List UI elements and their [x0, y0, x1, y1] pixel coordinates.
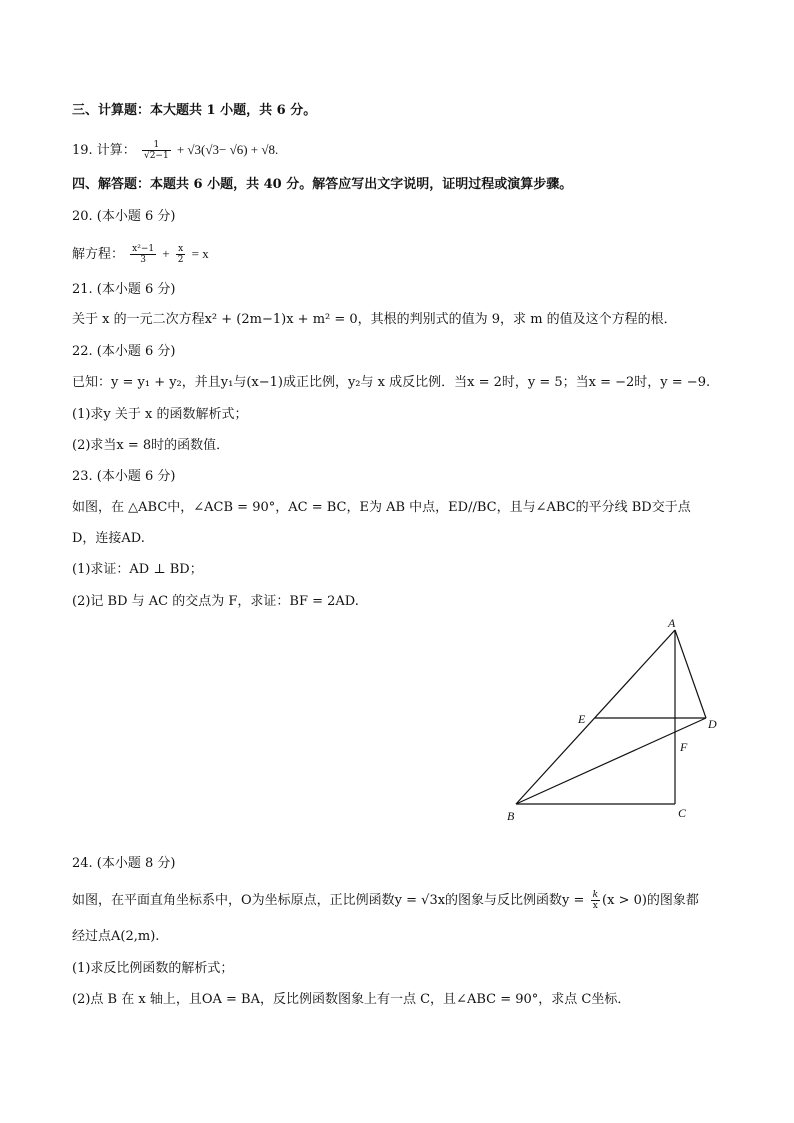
q20-f1-num: x²−1 [132, 244, 155, 254]
q23-text-1: 如图，在 △ABC中，∠ACB = 90°，AC = BC，E为 AB 中点，ED//BC，且与∠ABC的平分线 BD交于点 [72, 500, 691, 515]
q23-part-1: (1)求证：AD ⊥ BD； [72, 562, 203, 577]
q24-text-2: 经过点A(2,m). [72, 929, 160, 944]
q20-fraction-1 [130, 244, 156, 265]
label-A: A [668, 616, 676, 630]
q24-k-fraction [591, 890, 600, 911]
q24-text-1a: 如图，在平面直角坐标系中，O为坐标原点，正比例函数y = √3x的图象与反比例函数y = [72, 893, 585, 908]
q20-f2-den: 2 [177, 255, 184, 265]
q22-text: 已知：y = y₁ + y₂，并且y₁与(x−1)成正比例，y₂与 x 成反比例．当x = 2时，y = 5；当x = −2时，y = −9. [72, 375, 711, 390]
q19-frac-den: √2−1 [143, 151, 169, 161]
q19-rest: + √3(√3− √6) + √8. [176, 142, 279, 157]
q24-text-1b: (x > 0)的图象都 [602, 893, 699, 908]
q23-figure [500, 615, 740, 834]
q20-tail: = x [191, 246, 209, 261]
section-3-heading: 三、计算题：本大题共 1 小题，共 6 分。 [72, 103, 317, 118]
q19-fraction [142, 140, 171, 161]
q20-prefix: 解方程： [72, 247, 125, 262]
segment-AB [516, 630, 675, 804]
q20-f2-num: x [176, 244, 186, 255]
q24-k-num: k [592, 890, 599, 900]
q20-plus: + [162, 246, 170, 261]
q22-head: 22. (本小题 6 分) [72, 344, 176, 359]
q24-text-1 [72, 890, 699, 911]
q20-f1-den: 3 [140, 255, 146, 265]
triangle-diagram [500, 615, 740, 830]
segment-AD [675, 630, 706, 718]
q24-part-2: (2)点 B 在 x 轴上，且OA = BA，反比例函数图象上有一点 C，且∠ABC = 90°，求点 C坐标． [72, 992, 631, 1007]
q22-part-2: (2)求当x = 8时的函数值． [72, 438, 230, 453]
question-19 [72, 140, 278, 161]
q24-head: 24. (本小题 8 分) [72, 856, 176, 871]
label-B: B [507, 809, 515, 823]
q23-head: 23. (本小题 6 分) [72, 469, 176, 484]
label-F: F [680, 740, 688, 754]
question-20 [72, 244, 209, 265]
q22-part-1: (1)求y 关于 x 的函数解析式； [72, 407, 248, 422]
q20-fraction-2 [176, 244, 186, 265]
section-4-heading: 四、解答题：本题共 6 小题，共 40 分。解答应写出文字说明，证明过程或演算步骤。 [72, 177, 573, 192]
label-C: C [678, 806, 687, 820]
q19-frac-num: 1 [142, 140, 171, 151]
q21-head: 21. (本小题 6 分) [72, 282, 176, 297]
q23-part-2: (2)记 BD 与 AC 的交点为 F，求证：BF = 2AD. [72, 594, 359, 609]
segment-BD [516, 718, 706, 804]
q20-head: 20. (本小题 6 分) [72, 209, 176, 224]
q24-k-den: x [592, 901, 598, 911]
label-E: E [578, 712, 586, 726]
q23-text-2: D，连接AD. [72, 531, 145, 546]
q21-text: 关于 x 的一元二次方程x² + (2m−1)x + m² = 0，其根的判别式的值为 9，求 m 的值及这个方程的根． [72, 312, 677, 327]
q24-part-1: (1)求反比例函数的解析式； [72, 961, 234, 976]
label-D: D [708, 717, 717, 731]
q19-prefix: 19. 计算： [72, 143, 136, 158]
